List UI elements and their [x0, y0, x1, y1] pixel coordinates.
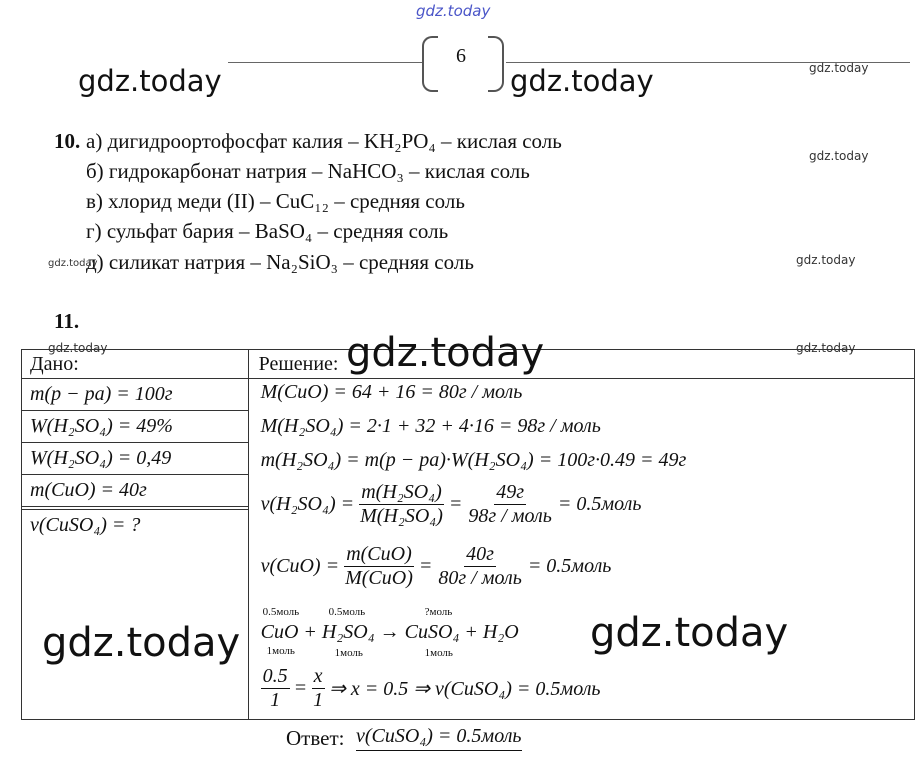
- l7-den1: 1: [270, 689, 281, 711]
- task10-item-c: в) хлорид меди (II) – CuC₁₂ – средняя соль: [86, 189, 465, 213]
- task10-item-b: б) гидрокарбонат натрия – NaHCO₃ – кислая соль: [86, 159, 530, 183]
- given-w-percent: W(H₂SO₄) = 49%: [22, 411, 248, 443]
- solution-header: Решение:: [248, 350, 914, 379]
- task10-item-e: д) силикат натрия – Na₂SiO₃ – средняя соль: [86, 250, 474, 274]
- l5-num: m(CuO): [346, 543, 412, 565]
- page-bracket-left: [422, 36, 438, 92]
- l4-fraction-2: [466, 481, 553, 528]
- find-value: ν(CuSO₄) = ?: [22, 509, 248, 541]
- task10-item-a: а) дигидроортофосфат калия – KH₂PO₄ – кислая соль: [86, 129, 562, 153]
- watermark-header-left: gdz.today: [78, 64, 222, 98]
- given-mass-cuo: m(CuO) = 40г: [22, 475, 248, 507]
- eq-above-1: 0.5моль: [262, 606, 300, 618]
- l4-fraction-1: [358, 481, 445, 528]
- eq-below-2: 1моль: [334, 647, 363, 659]
- l4-den: M(H₂SO₄): [360, 505, 443, 527]
- l5-result: = 0.5моль: [527, 555, 612, 577]
- l5-den2: 80г / моль: [438, 567, 522, 589]
- solution-line-7: [261, 665, 601, 712]
- watermark-small-6: gdz.today: [796, 341, 856, 355]
- given-header: Дано:: [22, 350, 249, 379]
- l7-fraction-1: [261, 665, 290, 712]
- page-bracket-right: [488, 36, 504, 92]
- l5-eq: =: [418, 555, 433, 577]
- eq-above-3: ?моль: [424, 606, 453, 618]
- l7-eq: =: [293, 677, 308, 699]
- solution-line-5: [261, 543, 612, 590]
- l5-fraction-2: [436, 543, 523, 590]
- task10-number: 10.: [54, 129, 81, 153]
- l4-num2: 49г: [496, 481, 525, 503]
- l4-num: m(H₂SO₄): [361, 481, 442, 503]
- watermark-table-right: gdz.today: [590, 610, 789, 656]
- solution-line-3: m(H₂SO₄) = m(p − pa)·W(H₂SO₄) = 100г·0.49 = 49г: [260, 449, 687, 471]
- given-mass-solution: m(p − pa) = 100г: [22, 379, 248, 411]
- answer-value: ν(CuSO₄) = 0.5моль: [356, 725, 522, 751]
- watermark-table-left: gdz.today: [42, 620, 241, 666]
- task10-item-d: г) сульфат бария – BaSO₄ – средняя соль: [86, 219, 449, 243]
- watermark-top: gdz.today: [416, 2, 491, 20]
- reaction-equation: CuO + H₂SO₄ → CuSO₄ + H₂O: [260, 621, 519, 643]
- l7-num2: x: [313, 665, 323, 687]
- l7-num1: 0.5: [262, 665, 288, 687]
- eq-below-3: 1моль: [424, 647, 453, 659]
- task11-number: 11.: [54, 309, 80, 333]
- header-rule-left: [228, 62, 422, 63]
- l4-den2: 98г / моль: [468, 505, 552, 527]
- solution-cell: [248, 379, 914, 720]
- page-number: 6: [456, 45, 466, 67]
- l4-eq: =: [448, 493, 463, 515]
- solution-line-2: M(H₂SO₄) = 2·1 + 32 + 4·16 = 98г / моль: [260, 415, 601, 437]
- solution-line-4: [261, 481, 642, 528]
- eq-below-1: 1моль: [266, 645, 295, 657]
- answer-label: Ответ:: [286, 726, 345, 750]
- given-w-fraction: W(H₂SO₄) = 0,49: [22, 443, 248, 475]
- l5-lhs: ν(CuO) =: [260, 555, 340, 577]
- l7-fraction-2: [311, 665, 325, 712]
- l5-fraction-1: [343, 543, 415, 590]
- watermark-small-2: gdz.today: [809, 149, 869, 163]
- l5-num2: 40г: [466, 543, 494, 565]
- watermark-small-3: gdz.today: [48, 258, 98, 269]
- l7-rest: ⇒ x = 0.5 ⇒ ν(CuSO₄) = 0.5моль: [329, 678, 601, 700]
- watermark-header-right: gdz.today: [510, 64, 654, 98]
- eq-above-2: 0.5моль: [328, 606, 366, 618]
- watermark-small-4: gdz.today: [796, 253, 856, 267]
- watermark-small-1: gdz.today: [809, 61, 869, 75]
- watermark-small-5: gdz.today: [48, 341, 108, 355]
- l5-den: M(CuO): [345, 567, 413, 589]
- l4-result: = 0.5моль: [557, 493, 642, 515]
- l4-lhs: ν(H₂SO₄) =: [260, 493, 355, 515]
- l7-den2: 1: [313, 689, 324, 711]
- watermark-table-top: gdz.today: [346, 330, 545, 376]
- given-cell: [22, 379, 249, 720]
- solution-line-1: M(CuO) = 64 + 16 = 80г / моль: [260, 381, 523, 403]
